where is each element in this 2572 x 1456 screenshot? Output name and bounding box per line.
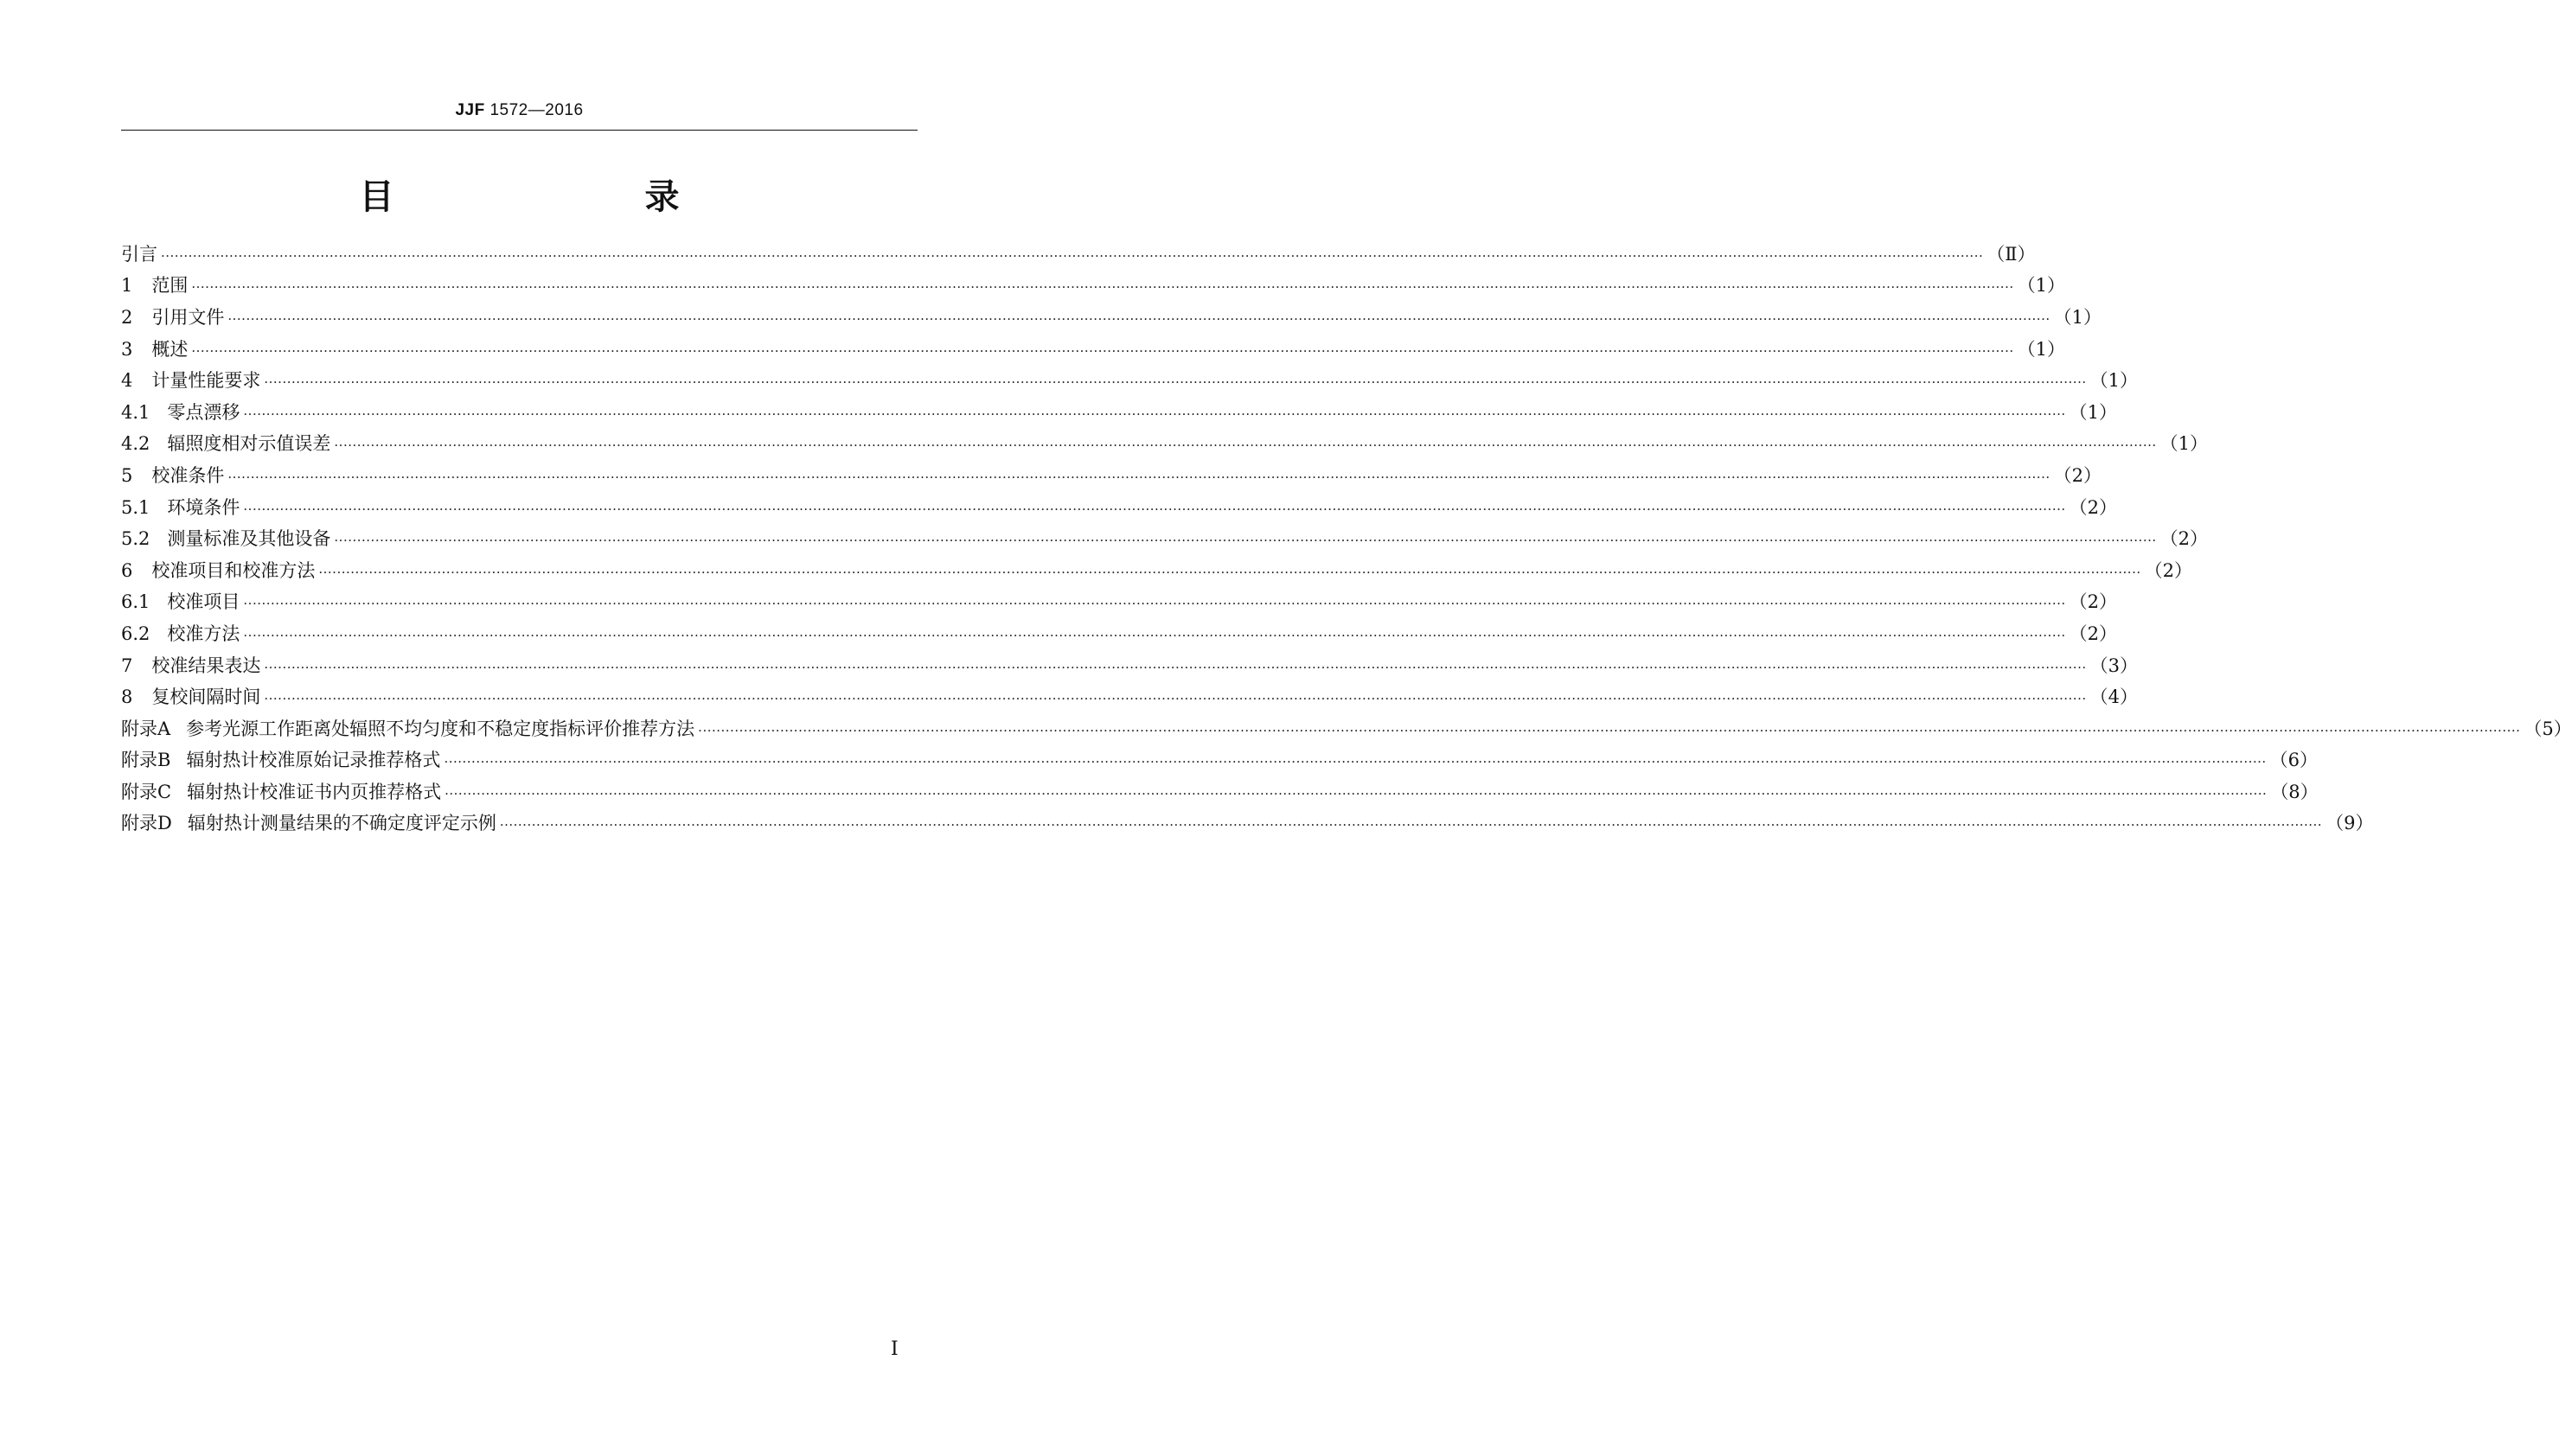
toc-entry-number: 3 [121, 338, 133, 360]
toc-entry-title: 零点漂移 [167, 401, 240, 423]
dot-leader: ················································································································································································································································································································································································································ [161, 247, 1984, 264]
toc-entry-page: （8） [2270, 781, 2319, 802]
toc-entry[interactable] [121, 776, 2319, 808]
toc-entry-title: 校准条件 [151, 464, 225, 486]
toc-entry-title: 校准方法 [167, 623, 240, 644]
table-of-contents [121, 239, 2572, 840]
toc-entry[interactable] [121, 681, 2138, 713]
toc-entry-number: 4.1 [121, 401, 150, 423]
toc-entry-page: （2） [2069, 496, 2118, 518]
toc-entry-number: 6.1 [121, 591, 150, 613]
dot-leader: ················································································································································································································································································································································································································ [264, 691, 2087, 707]
toc-entry-title: 校准结果表达 [151, 655, 261, 676]
toc-entry-number: 5.1 [121, 496, 150, 518]
toc-entry-title: 引用文件 [151, 306, 225, 328]
dot-leader: ················································································································································································································································································································································································································ [334, 437, 2157, 454]
toc-entry-title: 引言 [121, 243, 157, 265]
toc-entry-page: （1） [2017, 338, 2065, 360]
toc-entry-number: 附录A [121, 718, 171, 739]
toc-entry-number: 5.2 [121, 528, 150, 550]
toc-entry-title: 辐射热计测量结果的不确定度评定示例 [187, 813, 496, 834]
toc-entry[interactable] [121, 713, 2572, 745]
toc-entry-page: （1） [2017, 275, 2065, 297]
toc-entry[interactable] [121, 365, 2138, 397]
toc-entry-number: 4 [121, 370, 133, 392]
dot-leader: ················································································································································································································································································································································································································ [243, 501, 2066, 517]
dot-leader: ················································································································································································································································································································································································································ [445, 785, 2268, 801]
toc-entry-title: 环境条件 [167, 496, 240, 518]
header-number: 1572—2016 [489, 101, 584, 119]
toc-entry-number: 8 [121, 686, 133, 708]
toc-entry[interactable] [121, 587, 2118, 619]
toc-entry-page: （2） [2069, 623, 2118, 644]
toc-entry-title: 范围 [151, 275, 189, 297]
toc-entry-number: 1 [121, 275, 133, 297]
toc-entry-page: （2） [2069, 591, 2118, 613]
toc-entry-page: （4） [2089, 686, 2138, 708]
toc-entry-number: 附录B [121, 750, 171, 771]
toc-entry-title: 辐射热计校准原始记录推荐格式 [186, 750, 441, 771]
toc-entry-page: （1） [2089, 370, 2138, 392]
toc-entry-page: （9） [2326, 813, 2374, 834]
dot-leader: ················································································································································································································································································································································································································ [243, 406, 2066, 422]
toc-entry-page: （6） [2269, 750, 2319, 771]
header-rule [121, 130, 918, 131]
toc-entry[interactable] [121, 271, 2065, 303]
toc-entry-title: 计量性能要求 [151, 370, 261, 392]
toc-entry-number: 2 [121, 306, 133, 328]
dot-leader: ················································································································································································································································································································································································································ [334, 533, 2157, 549]
dot-leader: ················································································································································································································································································································································································································ [264, 659, 2087, 675]
toc-entry-page: （Ⅱ） [1987, 243, 2036, 265]
header-code: JJF [455, 101, 485, 119]
toc-entry[interactable] [121, 239, 2036, 271]
toc-entry[interactable] [121, 429, 2209, 461]
toc-entry-page: （2） [2159, 528, 2209, 550]
dot-leader: ················································································································································································································································································································································································································ [444, 754, 2267, 770]
toc-entry-title: 概述 [151, 338, 189, 360]
toc-entry-number: 5 [121, 464, 133, 486]
toc-entry[interactable] [121, 745, 2319, 777]
toc-entry-number: 附录C [121, 781, 172, 802]
toc-entry-title: 校准项目和校准方法 [151, 559, 316, 581]
dot-leader: ················································································································································································································································································································································································································ [264, 374, 2087, 391]
toc-entry-number: 7 [121, 655, 133, 676]
toc-entry[interactable] [121, 302, 2102, 334]
toc-entry-page: （1） [2053, 306, 2102, 328]
toc-entry[interactable] [121, 650, 2138, 682]
toc-entry[interactable] [121, 523, 2209, 555]
toc-entry-page: （2） [2053, 464, 2102, 486]
toc-entry-page: （1） [2069, 401, 2118, 423]
toc-entry-title: 复校间隔时间 [151, 686, 261, 708]
toc-entry-title: 辐照度相对示值误差 [167, 433, 331, 455]
dot-leader: ················································································································································································································································································································································································································ [191, 342, 2014, 359]
toc-entry-number: 4.2 [121, 433, 150, 455]
toc-entry[interactable] [121, 492, 2118, 524]
toc-entry-page: （1） [2159, 433, 2209, 455]
toc-entry-title: 参考光源工作距离处辐照不均匀度和不稳定度指标评价推荐方法 [186, 718, 695, 739]
dot-leader: ················································································································································································································································································································································································································ [191, 279, 2014, 296]
toc-entry[interactable] [121, 334, 2065, 366]
toc-entry[interactable] [121, 397, 2118, 429]
toc-entry[interactable] [121, 460, 2102, 492]
dot-leader: ················································································································································································································································································································································································································ [243, 596, 2066, 612]
dot-leader: ················································································································································································································································································································································································································ [227, 469, 2051, 485]
page-number: Ⅰ [891, 1338, 899, 1360]
toc-entry-page: （5） [2524, 718, 2572, 739]
running-header [121, 101, 918, 120]
toc-entry[interactable] [121, 618, 2118, 650]
toc-entry[interactable] [121, 555, 2192, 587]
dot-leader: ················································································································································································································································································································································································································ [243, 627, 2066, 643]
toc-entry-number: 附录D [121, 813, 172, 834]
toc-entry-page: （3） [2089, 655, 2138, 676]
dot-leader: ················································································································································································································································································································································································································ [227, 310, 2051, 327]
dot-leader: ················································································································································································································································································································································································································ [499, 817, 2323, 833]
dot-leader: ················································································································································································································································································································································································································ [698, 722, 2521, 738]
toc-entry-number: 6.2 [121, 623, 150, 644]
toc-entry-title: 辐射热计校准证书内页推荐格式 [187, 781, 442, 802]
page-title: 目 录 [359, 177, 740, 217]
toc-entry-title: 校准项目 [167, 591, 240, 613]
toc-entry-title: 测量标准及其他设备 [167, 528, 331, 550]
toc-entry[interactable] [121, 808, 2374, 840]
toc-entry-page: （2） [2144, 559, 2192, 581]
toc-entry-number: 6 [121, 559, 133, 581]
dot-leader: ················································································································································································································································································································································································································ [318, 564, 2141, 580]
